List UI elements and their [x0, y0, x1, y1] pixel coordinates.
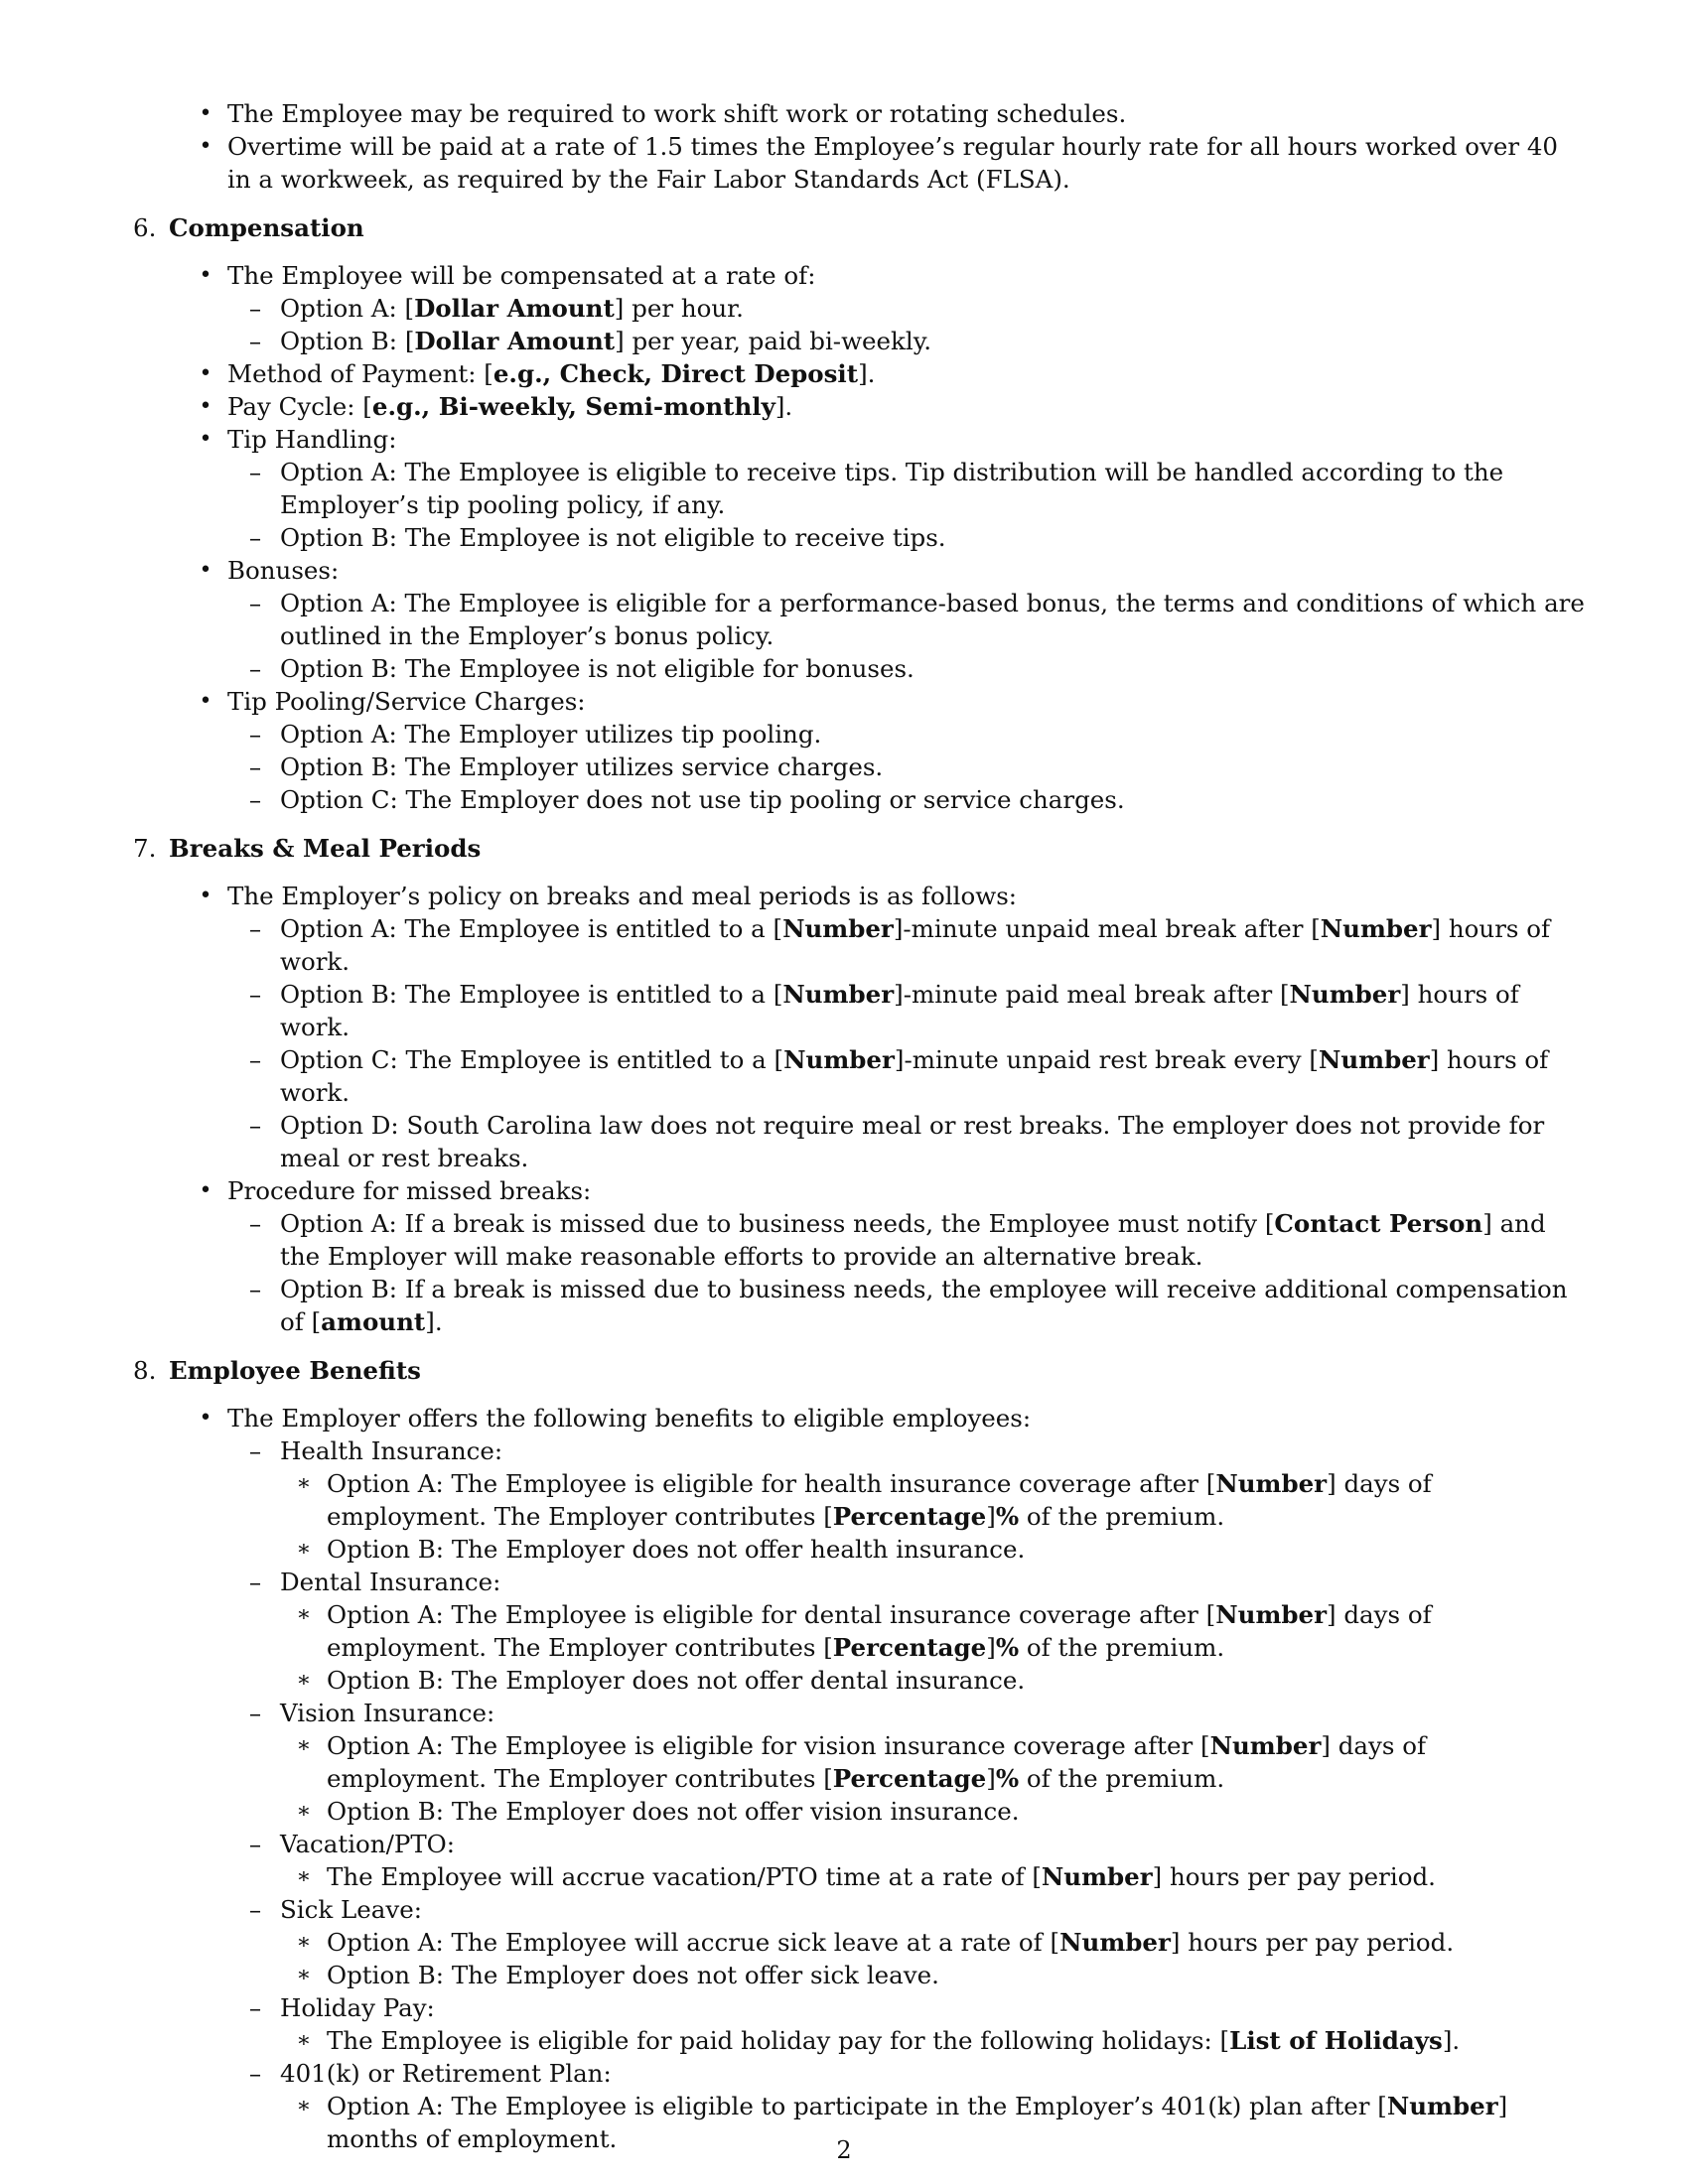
section-title: Employee Benefits: [169, 1356, 421, 1385]
placeholder-field: Contact Person: [1274, 1209, 1483, 1238]
item-text: The Employee will accrue vacation/PTO time at a rate of [Number] hours per pay period.: [327, 1862, 1436, 1891]
bullet-marker-icon: –: [248, 1568, 262, 1596]
bullet-marker-icon: –: [248, 458, 262, 486]
placeholder-field: Percentage: [832, 1633, 987, 1662]
item-text: Holiday Pay:: [280, 1993, 435, 2022]
bullet-item: [133, 1174, 1589, 1207]
item-text: Option A: The Employee is eligible for dental insurance coverage after [Number] days of employment. The Employer contributes [Percentage]% of the premium.: [327, 1600, 1432, 1662]
section-heading: [133, 1354, 1589, 1387]
sub-sub-bullet-item: [133, 1729, 1589, 1795]
bullet-marker-icon: ∗: [296, 1537, 312, 1562]
item-text: Bonuses:: [227, 556, 340, 585]
placeholder-field: Percentage: [832, 1764, 987, 1793]
bullet-marker-icon: –: [248, 785, 262, 814]
placeholder-field: Number: [1215, 1469, 1328, 1498]
bullet-marker-icon: –: [248, 1699, 262, 1727]
item-text: Dental Insurance:: [280, 1568, 501, 1596]
sub-bullet-item: [133, 325, 1589, 357]
bullet-marker-icon: •: [199, 394, 212, 419]
sub-bullet-item: [133, 587, 1589, 652]
bullet-marker-icon: •: [199, 427, 212, 452]
item-text: Option A: The Employer utilizes tip pooling.: [280, 720, 822, 749]
bullet-marker-icon: –: [248, 589, 262, 617]
bullet-marker-icon: –: [248, 720, 262, 749]
sub-bullet-item: [133, 456, 1589, 521]
item-text: Option A: [Dollar Amount] per hour.: [280, 294, 744, 323]
item-text: Option B: The Employer does not offer dental insurance.: [327, 1666, 1026, 1695]
bullet-marker-icon: –: [248, 1993, 262, 2022]
item-text: Option B: If a break is missed due to business needs, the employee will receive additional compensation of [amount].: [280, 1275, 1568, 1336]
sub-sub-bullet-item: [133, 2024, 1589, 2057]
item-text: Option B: The Employer utilizes service charges.: [280, 752, 884, 781]
bullet-marker-icon: •: [199, 1406, 212, 1431]
bullet-marker-icon: –: [248, 523, 262, 552]
sub-sub-bullet-item: [133, 1598, 1589, 1664]
item-text: Option C: The Employee is entitled to a [Number]-minute unpaid rest break every [Number] hours of work.: [280, 1045, 1549, 1107]
item-text: Tip Handling:: [227, 425, 397, 454]
sub-sub-bullet-item: [133, 1533, 1589, 1566]
item-text: Option B: The Employee is not eligible to receive tips.: [280, 523, 946, 552]
placeholder-field: Number: [783, 1045, 895, 1074]
item-text: Option A: The Employee is entitled to a [Number]-minute unpaid meal break after [Number] hours of work.: [280, 914, 1551, 976]
item-text: Method of Payment: [e.g., Check, Direct Deposit].: [227, 359, 876, 388]
item-text: The Employer offers the following benefits to eligible employees:: [227, 1404, 1032, 1433]
placeholder-field: e.g., Check, Direct Deposit: [492, 359, 859, 388]
sub-bullet-item: [133, 783, 1589, 816]
placeholder-field: Dollar Amount: [414, 294, 615, 323]
placeholder-field: Number: [1041, 1862, 1153, 1891]
item-text: Option A: The Employee is eligible for health insurance coverage after [Number] days of employment. The Employer contributes [Percentage]% of the premium.: [327, 1469, 1432, 1531]
item-text: Procedure for missed breaks:: [227, 1176, 592, 1205]
bullet-marker-icon: –: [248, 1436, 262, 1465]
bullet-item: [133, 390, 1589, 423]
bullet-marker-icon: ∗: [296, 1930, 312, 1955]
item-text: Option A: If a break is missed due to business needs, the Employee must notify [Contact Person] and the Employer will make reasonable efforts to provide an alternative break.: [280, 1209, 1546, 1271]
sub-bullet-item: [133, 1043, 1589, 1109]
bullet-marker-icon: –: [248, 1045, 262, 1074]
placeholder-field: Number: [782, 914, 894, 943]
bullet-item: [133, 97, 1589, 130]
sub-bullet-item: [133, 1991, 1589, 2024]
document-body: [133, 97, 1589, 2155]
placeholder-field: Number: [1386, 2092, 1498, 2120]
item-text: Health Insurance:: [280, 1436, 503, 1465]
bullet-marker-icon: –: [248, 1111, 262, 1140]
item-text: Tip Pooling/Service Charges:: [227, 687, 586, 716]
bullet-marker-icon: –: [248, 1895, 262, 1924]
sub-bullet-item: [133, 1893, 1589, 1926]
bullet-marker-icon: •: [199, 134, 212, 159]
sub-sub-bullet-item: [133, 1860, 1589, 1893]
bullet-marker-icon: ∗: [296, 2028, 312, 2053]
section-number: 8.: [133, 1356, 157, 1385]
bullet-marker-icon: •: [199, 361, 212, 386]
item-text: Option B: The Employer does not offer sick leave.: [327, 1961, 939, 1989]
sub-sub-bullet-item: [133, 1959, 1589, 1991]
sub-sub-bullet-item: [133, 1926, 1589, 1959]
item-text: Vision Insurance:: [280, 1699, 495, 1727]
bullet-item: [133, 259, 1589, 292]
bullet-item: [133, 130, 1589, 196]
item-text: Overtime will be paid at a rate of 1.5 times the Employee’s regular hourly rate for all hours worked over 40 in a workweek, as required by the Fair Labor Standards Act (FLSA).: [227, 132, 1558, 194]
section-heading: [133, 211, 1589, 244]
section-title: Breaks & Meal Periods: [169, 834, 482, 863]
sub-bullet-item: [133, 1566, 1589, 1598]
placeholder-field: Number: [1320, 914, 1432, 943]
item-text: Option A: The Employee is eligible for a performance-based bonus, the terms and conditions of which are outlined in the Employer’s bonus policy.: [280, 589, 1585, 650]
bullet-marker-icon: ∗: [296, 1864, 312, 1889]
bullet-marker-icon: •: [199, 101, 212, 126]
sub-bullet-item: [133, 652, 1589, 685]
bullet-marker-icon: ∗: [296, 1733, 312, 1758]
bullet-marker-icon: –: [248, 654, 262, 683]
item-text: Option B: The Employer does not offer health insurance.: [327, 1535, 1026, 1564]
bullet-item: [133, 357, 1589, 390]
bullet-marker-icon: –: [248, 1275, 262, 1303]
item-text: Pay Cycle: [e.g., Bi-weekly, Semi-monthly].: [227, 392, 793, 421]
sub-bullet-item: [133, 1207, 1589, 1273]
placeholder-field: e.g., Bi-weekly, Semi-monthly: [371, 392, 775, 421]
sub-bullet-item: [133, 1697, 1589, 1729]
placeholder-field: Number: [1318, 1045, 1430, 1074]
bullet-marker-icon: ∗: [296, 2094, 312, 2118]
sub-sub-bullet-item: [133, 1664, 1589, 1697]
bullet-item: [133, 1402, 1589, 1434]
sub-bullet-item: [133, 912, 1589, 978]
sub-bullet-item: [133, 1828, 1589, 1860]
section-number: 6.: [133, 213, 157, 242]
placeholder-field: Number: [1215, 1600, 1327, 1629]
placeholder-field: %: [995, 1502, 1020, 1531]
sub-bullet-item: [133, 1109, 1589, 1174]
item-text: The Employee may be required to work shift work or rotating schedules.: [227, 99, 1127, 128]
bullet-item: [133, 685, 1589, 718]
item-text: Option A: The Employee is eligible to receive tips. Tip distribution will be handled according to the Employer’s tip pooling policy, if any.: [280, 458, 1504, 519]
bullet-marker-icon: –: [248, 1209, 262, 1238]
placeholder-field: Number: [782, 980, 895, 1009]
sub-sub-bullet-item: [133, 1795, 1589, 1828]
placeholder-field: %: [995, 1633, 1020, 1662]
placeholder-field: Number: [1289, 980, 1401, 1009]
bullet-marker-icon: •: [199, 884, 212, 908]
bullet-marker-icon: •: [199, 1178, 212, 1203]
bullet-marker-icon: ∗: [296, 1963, 312, 1987]
bullet-item: [133, 554, 1589, 587]
placeholder-field: amount: [321, 1307, 426, 1336]
sub-bullet-item: [133, 718, 1589, 751]
sub-bullet-item: [133, 521, 1589, 554]
bullet-marker-icon: –: [248, 327, 262, 355]
placeholder-field: %: [995, 1764, 1020, 1793]
bullet-marker-icon: –: [248, 294, 262, 323]
placeholder-field: Percentage: [832, 1502, 987, 1531]
bullet-marker-icon: •: [199, 689, 212, 714]
item-text: Option A: The Employee is eligible to participate in the Employer’s 401(k) plan after [Number] months of employment.: [327, 2092, 1508, 2153]
bullet-marker-icon: •: [199, 263, 212, 288]
placeholder-field: List of Holidays: [1229, 2026, 1443, 2055]
bullet-marker-icon: ∗: [296, 1799, 312, 1824]
sub-bullet-item: [133, 1434, 1589, 1467]
item-text: Option A: The Employee is eligible for vision insurance coverage after [Number] days of employment. The Employer contributes [Percentage]% of the premium.: [327, 1731, 1427, 1793]
bullet-marker-icon: –: [248, 2059, 262, 2088]
item-text: Option B: The Employer does not offer vision insurance.: [327, 1797, 1020, 1826]
bullet-item: [133, 423, 1589, 456]
item-text: Option B: The Employee is entitled to a [Number]-minute paid meal break after [Number] hours of work.: [280, 980, 1519, 1041]
sub-bullet-item: [133, 2057, 1589, 2090]
item-text: Option B: The Employee is not eligible for bonuses.: [280, 654, 914, 683]
bullet-marker-icon: –: [248, 914, 262, 943]
bullet-marker-icon: –: [248, 1830, 262, 1858]
bullet-marker-icon: ∗: [296, 1471, 312, 1496]
item-text: Sick Leave:: [280, 1895, 422, 1924]
sub-bullet-item: [133, 751, 1589, 783]
bullet-item: [133, 880, 1589, 912]
item-text: Option A: The Employee will accrue sick leave at a rate of [Number] hours per pay period.: [327, 1928, 1455, 1957]
item-text: Vacation/PTO:: [280, 1830, 456, 1858]
sub-bullet-item: [133, 292, 1589, 325]
placeholder-field: Dollar Amount: [414, 327, 616, 355]
bullet-marker-icon: –: [248, 752, 262, 781]
bullet-marker-icon: ∗: [296, 1602, 312, 1627]
sub-bullet-item: [133, 1273, 1589, 1338]
bullet-marker-icon: –: [248, 980, 262, 1009]
placeholder-field: Number: [1059, 1928, 1171, 1957]
item-text: The Employer’s policy on breaks and meal periods is as follows:: [227, 882, 1018, 910]
section-heading: [133, 832, 1589, 865]
section-number: 7.: [133, 834, 157, 863]
section-title: Compensation: [169, 213, 364, 242]
item-text: Option C: The Employer does not use tip pooling or service charges.: [280, 785, 1125, 814]
item-text: The Employee will be compensated at a rate of:: [227, 261, 816, 290]
placeholder-field: Number: [1209, 1731, 1322, 1760]
bullet-marker-icon: •: [199, 558, 212, 583]
item-text: 401(k) or Retirement Plan:: [280, 2059, 612, 2088]
sub-bullet-item: [133, 978, 1589, 1043]
page-number: 2: [836, 2136, 852, 2164]
item-text: Option D: South Carolina law does not require meal or rest breaks. The employer does not provide for meal or rest breaks.: [280, 1111, 1545, 1172]
item-text: Option B: [Dollar Amount] per year, paid bi-weekly.: [280, 327, 932, 355]
sub-sub-bullet-item: [133, 1467, 1589, 1533]
item-text: The Employee is eligible for paid holiday pay for the following holidays: [List of Holidays].: [327, 2026, 1461, 2055]
bullet-marker-icon: ∗: [296, 1668, 312, 1693]
